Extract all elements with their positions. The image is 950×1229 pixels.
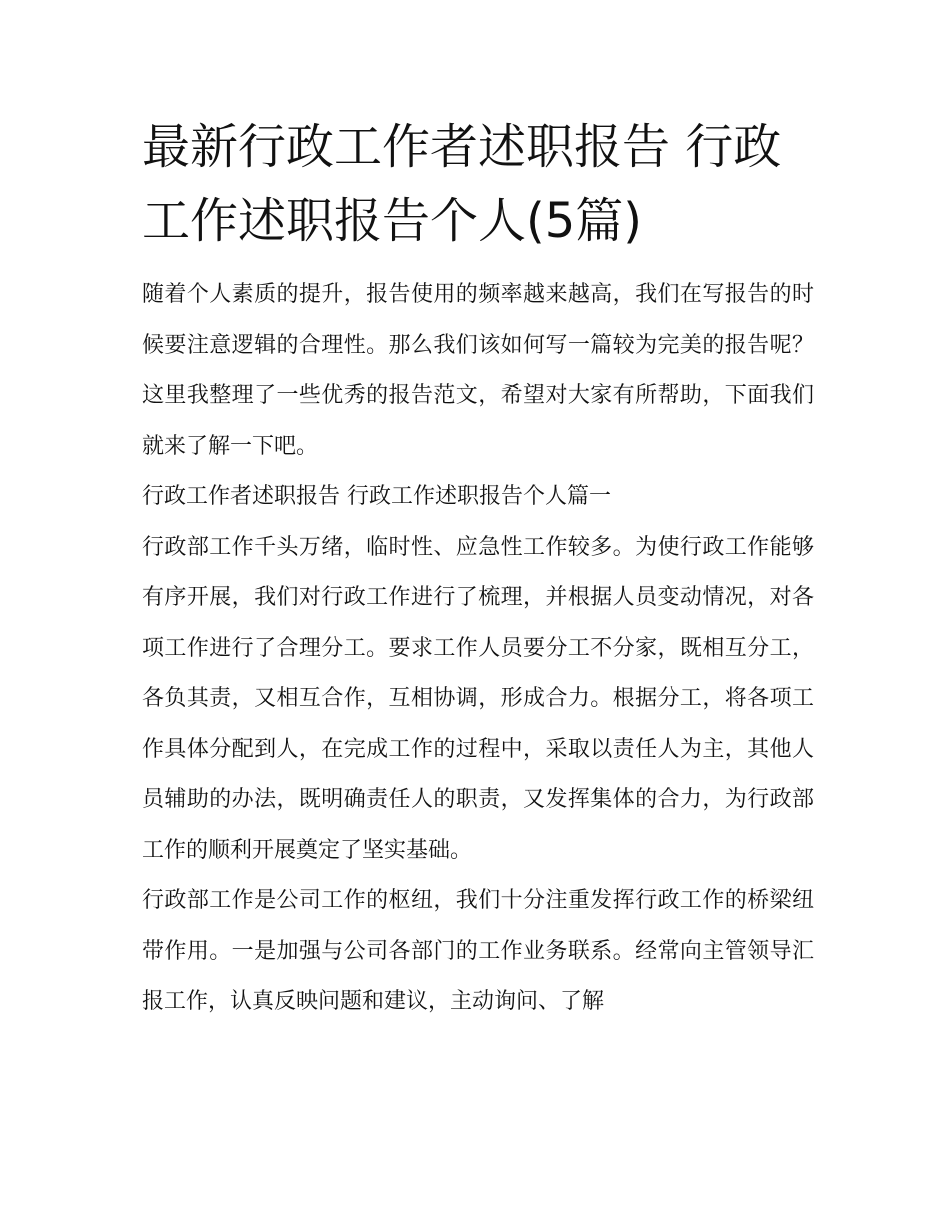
body-paragraph: 行政部工作是公司工作的枢纽，我们十分注重发挥行政工作的桥梁纽带作用。一是加强与公司各部门的工作业务联系。经常向主管领导汇报工作，认真反映问题和建议，主动询问、了解	[142, 888, 814, 1014]
document-title: 最新行政工作者述职报告 行政工作述职报告个人(5篇)	[142, 119, 782, 249]
section-heading: 行政工作者述职报告 行政工作述职报告个人篇一	[142, 484, 611, 509]
intro-paragraph: 随着个人素质的提升，报告使用的频率越来越高，我们在写报告的时候要注意逻辑的合理性。那么我们该如何写一篇较为完美的报告呢？这里我整理了一些优秀的报告范文，希望对大家有所帮助，下面我们就来了解一下吧。	[142, 282, 814, 459]
body-paragraph: 行政部工作千头万绪，临时性、应急性工作较多。为使行政工作能够有序开展，我们对行政工作进行了梳理，并根据人员变动情况，对各项工作进行了合理分工。要求工作人员要分工不分家，既相互分工，各负其责，又相互合作，互相协调，形成合力。根据分工，将各项工作具体分配到人，在完成工作的过程中，采取以责任人为主，其他人员辅助的办法，既明确责任人的职责，又发挥集体的合力，为行政部工作的顺利开展奠定了坚实基础。	[142, 534, 814, 863]
document-page	[142, 110, 814, 1028]
